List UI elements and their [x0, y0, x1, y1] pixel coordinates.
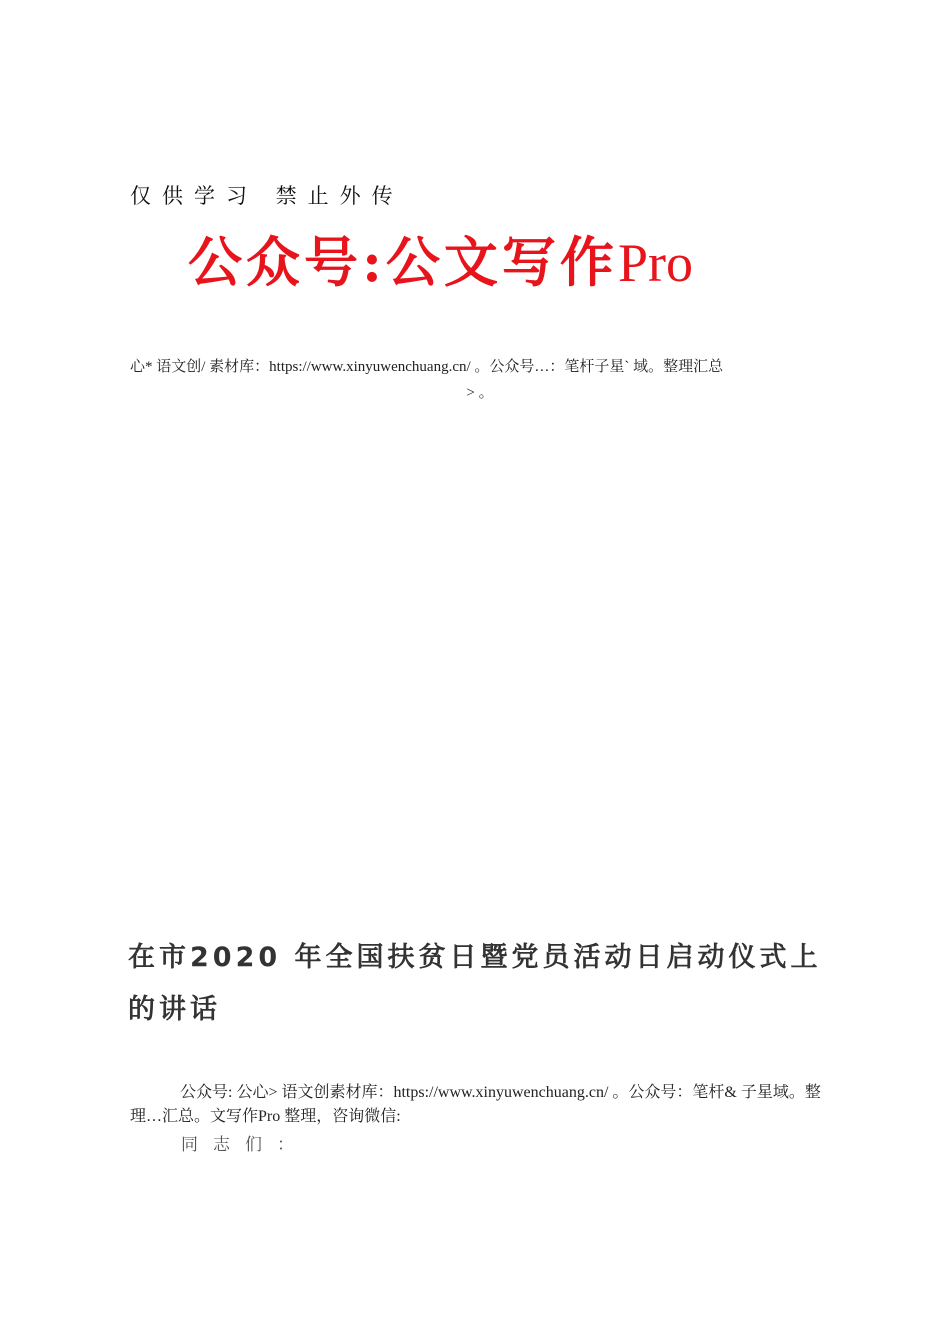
notice-text: 仅供学习 禁止外传 [130, 184, 404, 208]
document-body [130, 1081, 832, 1129]
brand-banner [188, 226, 788, 299]
paragraph-1: 公众号: 公心> 语文创素材库：https://www.xinyuwenchuang.cn/ 。公众号：笔杆& 子星域。整理…汇总。文写作Pro 整理，咨询微信: [130, 1084, 821, 1125]
brand-cjk-text: 公众号:公文写作 [188, 230, 618, 294]
source-line-2: > 。 [466, 385, 494, 401]
salutation: 同志们： [181, 1135, 309, 1155]
brand-latin-text: Pro [617, 233, 693, 293]
source-line-1: 心* 语文创/ 素材库：https://www.xinyuwenchuang.cn/ 。公众号…：笔杆子星` 域。整理汇总 [130, 359, 724, 375]
document-title: 在市2020 年全国扶贫日暨党员活动日启动仪式上的讲话 [128, 942, 822, 1025]
source-line [130, 354, 830, 406]
